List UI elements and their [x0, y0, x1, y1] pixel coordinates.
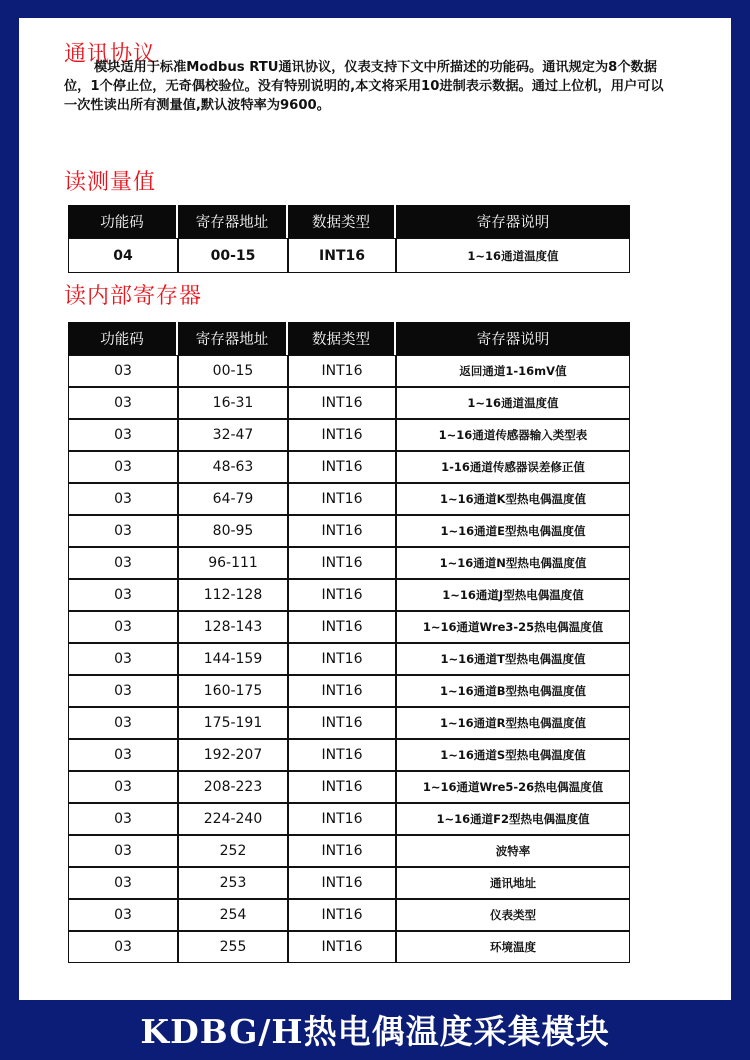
section-title-protocol: 通讯协议 — [64, 42, 157, 67]
register-description-cell: 1~16通道温度值 — [396, 238, 630, 273]
measure-table — [68, 205, 630, 273]
register-address-header: 寄存器地址 — [178, 322, 288, 355]
function-code-cell: 03 — [68, 771, 178, 803]
data-type-cell: INT16 — [288, 547, 396, 579]
table-row — [68, 451, 630, 483]
register-address-cell: 00-15 — [178, 355, 288, 387]
function-code-cell: 03 — [68, 451, 178, 483]
register-description-cell: 环境温度 — [396, 931, 630, 963]
data-type-cell: INT16 — [288, 675, 396, 707]
function-code-cell: 03 — [68, 675, 178, 707]
register-description-cell: 通讯地址 — [396, 867, 630, 899]
register-description-cell: 仪表类型 — [396, 899, 630, 931]
register-address-cell: 255 — [178, 931, 288, 963]
function-code-cell: 03 — [68, 611, 178, 643]
data-type-cell: INT16 — [288, 643, 396, 675]
register-description-header: 寄存器说明 — [396, 205, 630, 238]
data-type-cell: INT16 — [288, 419, 396, 451]
table-row — [68, 483, 630, 515]
table-row — [68, 387, 630, 419]
data-type-cell: INT16 — [288, 803, 396, 835]
register-address-cell: 96-111 — [178, 547, 288, 579]
register-address-cell: 224-240 — [178, 803, 288, 835]
table-row — [68, 867, 630, 899]
data-type-cell: INT16 — [288, 579, 396, 611]
function-code-cell: 03 — [68, 739, 178, 771]
table-row — [68, 803, 630, 835]
data-type-cell: INT16 — [288, 515, 396, 547]
register-address-cell: 16-31 — [178, 387, 288, 419]
register-description-cell: 1-16通道传感器误差修正值 — [396, 451, 630, 483]
register-address-cell: 48-63 — [178, 451, 288, 483]
function-code-cell: 03 — [68, 419, 178, 451]
function-code-header: 功能码 — [68, 205, 178, 238]
register-description-cell: 1~16通道T型热电偶温度值 — [396, 643, 630, 675]
table-row — [68, 739, 630, 771]
table-row — [68, 835, 630, 867]
data-type-cell: INT16 — [288, 483, 396, 515]
data-type-cell: INT16 — [288, 355, 396, 387]
register-address-cell: 192-207 — [178, 739, 288, 771]
register-description-cell: 1~16通道R型热电偶温度值 — [396, 707, 630, 739]
function-code-header: 功能码 — [68, 322, 178, 355]
function-code-cell: 03 — [68, 643, 178, 675]
function-code-cell: 03 — [68, 803, 178, 835]
function-code-cell: 03 — [68, 867, 178, 899]
table-row — [68, 579, 630, 611]
register-description-cell: 1~16通道Wre5-26热电偶温度值 — [396, 771, 630, 803]
table-row — [68, 931, 630, 963]
function-code-cell: 03 — [68, 835, 178, 867]
register-description-cell: 1~16通道S型热电偶温度值 — [396, 739, 630, 771]
register-description-cell: 1~16通道B型热电偶温度值 — [396, 675, 630, 707]
table-row — [68, 771, 630, 803]
table-row — [68, 899, 630, 931]
data-type-cell: INT16 — [288, 451, 396, 483]
function-code-cell: 03 — [68, 579, 178, 611]
internal-register-table — [68, 322, 630, 963]
data-type-cell: INT16 — [288, 867, 396, 899]
table-row — [68, 675, 630, 707]
function-code-cell: 03 — [68, 547, 178, 579]
section-title-read-internal: 读内部寄存器 — [64, 284, 203, 309]
register-description-header: 寄存器说明 — [396, 322, 630, 355]
function-code-cell: 03 — [68, 355, 178, 387]
register-address-cell: 254 — [178, 899, 288, 931]
table-row — [68, 707, 630, 739]
register-address-cell: 64-79 — [178, 483, 288, 515]
register-address-cell: 160-175 — [178, 675, 288, 707]
function-code-cell: 03 — [68, 483, 178, 515]
table-row — [68, 419, 630, 451]
protocol-paragraph — [64, 58, 664, 115]
register-description-cell: 1~16通道Wre3-25热电偶温度值 — [396, 611, 630, 643]
register-address-cell: 32-47 — [178, 419, 288, 451]
table-row — [68, 547, 630, 579]
register-description-cell: 1~16通道E型热电偶温度值 — [396, 515, 630, 547]
table-row — [68, 515, 630, 547]
function-code-cell: 03 — [68, 515, 178, 547]
register-description-cell: 返回通道1-16mV值 — [396, 355, 630, 387]
function-code-cell: 03 — [68, 931, 178, 963]
data-type-header: 数据类型 — [288, 322, 396, 355]
data-type-header: 数据类型 — [288, 205, 396, 238]
data-type-cell: INT16 — [288, 611, 396, 643]
function-code-cell: 04 — [68, 238, 178, 273]
register-address-cell: 128-143 — [178, 611, 288, 643]
data-type-cell: INT16 — [288, 899, 396, 931]
table-row — [68, 238, 630, 273]
register-description-cell: 1~16通道F2型热电偶温度值 — [396, 803, 630, 835]
function-code-cell: 03 — [68, 899, 178, 931]
data-type-cell: INT16 — [288, 835, 396, 867]
table-row — [68, 643, 630, 675]
data-type-cell: INT16 — [288, 387, 396, 419]
register-address-cell: 175-191 — [178, 707, 288, 739]
register-description-cell: 1~16通道传感器输入类型表 — [396, 419, 630, 451]
register-description-cell: 1~16通道温度值 — [396, 387, 630, 419]
data-type-cell: INT16 — [288, 707, 396, 739]
register-address-cell: 253 — [178, 867, 288, 899]
protocol-text: 模块适用于标准Modbus RTU通讯协议，仪表支持下文中所描述的功能码。通讯规定为8个数据位，1个停止位，无奇偶校验位。没有特别说明的,本文将采用10进制表示数据。通过上位机，用户可以一次性读出所有测量值,默认波特率为9600。 — [64, 60, 664, 113]
register-description-cell: 1~16通道J型热电偶温度值 — [396, 579, 630, 611]
table-row — [68, 611, 630, 643]
register-description-cell: 1~16通道N型热电偶温度值 — [396, 547, 630, 579]
table-row — [68, 355, 630, 387]
register-address-cell: 144-159 — [178, 643, 288, 675]
product-title: KDBG/H热电偶温度采集模块 — [140, 1012, 610, 1051]
register-description-cell: 1~16通道K型热电偶温度值 — [396, 483, 630, 515]
function-code-cell: 03 — [68, 387, 178, 419]
register-address-cell: 00-15 — [178, 238, 288, 273]
data-type-cell: INT16 — [288, 238, 396, 273]
function-code-cell: 03 — [68, 707, 178, 739]
data-type-cell: INT16 — [288, 739, 396, 771]
register-address-cell: 208-223 — [178, 771, 288, 803]
data-type-cell: INT16 — [288, 931, 396, 963]
register-address-header: 寄存器地址 — [178, 205, 288, 238]
data-type-cell: INT16 — [288, 771, 396, 803]
register-address-cell: 112-128 — [178, 579, 288, 611]
register-address-cell: 252 — [178, 835, 288, 867]
section-title-read-measure: 读测量值 — [64, 170, 157, 195]
register-description-cell: 波特率 — [396, 835, 630, 867]
register-address-cell: 80-95 — [178, 515, 288, 547]
